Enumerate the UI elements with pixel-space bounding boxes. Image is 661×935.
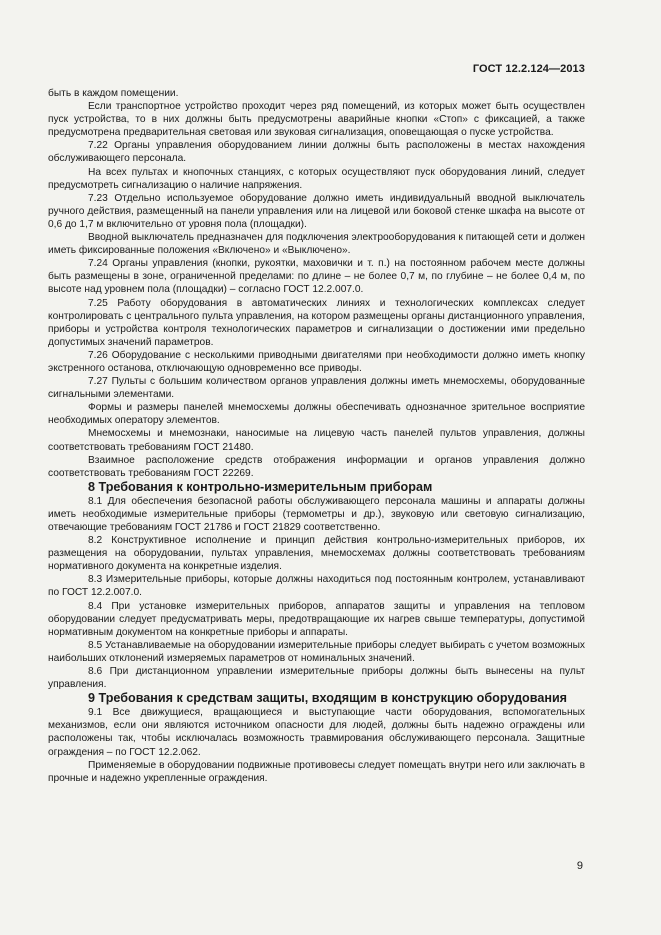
document-header-standard-code: ГОСТ 12.2.124—2013 xyxy=(472,63,585,75)
paragraph-9-1: 9.1 Все движущиеся, вращающиеся и выступающие части оборудования, вспомогательных механизмов, если они являются источником опасности для людей, должны быть надежно ограждены или расположены так, чтобы исключалась возможность травмирования обслуживающего персонала. Защитные ограждения – по ГОСТ 12.2.062. xyxy=(48,707,585,758)
paragraph-8-4: 8.4 При установке измерительных приборов, аппаратов защиты и управления на тепловом оборудовании следует предусматривать меры, предотвращающие их нагрев свыше температуры, допустимой нормативным документом на конкретные приборы и аппараты. xyxy=(48,600,585,638)
paragraph-7-24: 7.24 Органы управления (кнопки, рукоятки, маховички и т. п.) на постоянном рабочем месте должны быть размещены в зоне, ограниченной пределами: по длине – не более 0,7 м, по глубине – не более 0,4 м, по высоте над уровнем пола (площадки) – согласно ГОСТ 12.2.007.0. xyxy=(48,258,585,296)
paragraph: Мнемосхемы и мнемознаки, наносимые на лицевую часть панелей пультов управления, должны соответствовать требованиям ГОСТ 21480. xyxy=(48,428,585,453)
paragraph: На всех пультах и кнопочных станциях, с которых осуществляют пуск оборудования линий, следует предусмотреть сигнализацию о наличие напряжения. xyxy=(48,166,585,191)
page-number: 9 xyxy=(576,860,583,872)
paragraph-7-27: 7.27 Пульты с большим количеством органов управления должны иметь мнемосхемы, оборудованные сигнальными элементами. xyxy=(48,376,585,401)
paragraph-8-2: 8.2 Конструктивное исполнение и принцип действия контрольно-измерительных приборов, их размещения на оборудовании, пультах управления, мнемосхемах должны соответствовать требованиям нормативного документа на конкретные изделия. xyxy=(48,535,585,573)
paragraph-8-1: 8.1 Для обеспечения безопасной работы обслуживающего персонала машины и аппараты должны иметь необходимые измерительные приборы (термометры и др.), звуковую или световую сигнализацию, отвечающие требованиям ГОСТ 21786 и ГОСТ 21829 соответственно. xyxy=(48,495,585,533)
paragraph: Вводной выключатель предназначен для подключения электрооборудования к питающей сети и должен иметь фиксированные положения «Включено» и «Выключено». xyxy=(48,232,585,257)
paragraph: Формы и размеры панелей мнемосхемы должны обеспечивать однозначное зрительное восприятие необходимых оператору элементов. xyxy=(48,402,585,427)
paragraph-8-3: 8.3 Измерительные приборы, которые должны находиться под постоянным контролем, устанавливают по ГОСТ 12.2.007.0. xyxy=(48,574,585,599)
paragraph-8-6: 8.6 При дистанционном управлении измерительные приборы должны быть вынесены на пульт управления. xyxy=(48,666,585,691)
paragraph-7-22: 7.22 Органы управления оборудованием линии должны быть расположены в местах нахождения обслуживающего персонала. xyxy=(48,140,585,165)
document-body xyxy=(48,87,585,785)
paragraph-8-5: 8.5 Устанавливаемые на оборудовании измерительные приборы следует выбирать с учетом возможных наибольших отклонений измеряемых параметров от номинальных значений. xyxy=(48,639,585,664)
paragraph-7-25: 7.25 Работу оборудования в автоматических линиях и технологических комплексах следует контролировать с центрального пульта управления, на котором размещены органы дистанционного управления, приборы и устройства контроля технологических параметров и сигнализации о достижении ими предельно допустимых значений параметров. xyxy=(48,297,585,348)
paragraph: Если транспортное устройство проходит через ряд помещений, из которых может быть осуществлен пуск устройства, то в них должны быть предусмотрены аварийные кнопки «Стоп» с фиксацией, а также предусмотрена предварительная световая или звуковая сигнализация, оповещающая о пуске устройства. xyxy=(48,101,585,139)
paragraph-7-23: 7.23 Отдельно используемое оборудование должно иметь индивидуальный вводной выключатель ручного действия, размещенный на панели управления или на лицевой или боковой стенке шкафа на высоте от 0,6 до 1,7 м включительно от уровня пола (площадки). xyxy=(48,192,585,230)
paragraph: Взаимное расположение средств отображения информации и органов управления должно соответствовать требованиям ГОСТ 22269. xyxy=(48,454,585,479)
paragraph-7-26: 7.26 Оборудование с несколькими приводными двигателями при необходимости должно иметь кнопку экстренного останова, отключающую одновременно все приводы. xyxy=(48,349,585,374)
paragraph: Применяемые в оборудовании подвижные противовесы следует помещать внутри него или заключать в прочные и надежно укрепленные ограждения. xyxy=(48,759,585,784)
section-9-heading: 9 Требования к средствам защиты, входящим в конструкцию оборудования xyxy=(88,691,568,706)
section-8-heading: 8 Требования к контрольно-измерительным приборам xyxy=(88,479,433,494)
paragraph: быть в каждом помещении. xyxy=(48,88,179,99)
